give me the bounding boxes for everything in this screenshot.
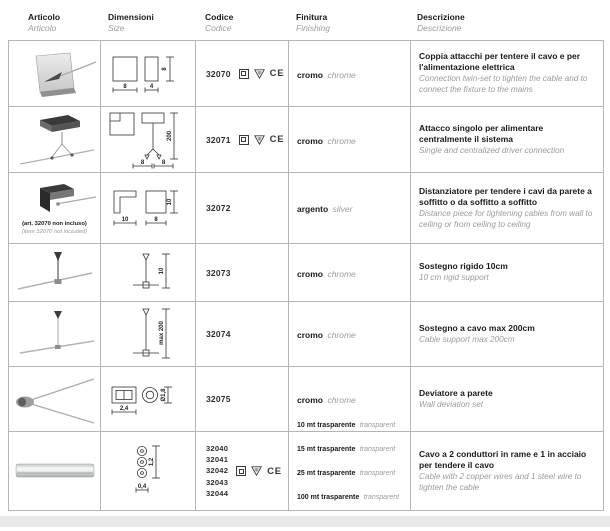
- products-table: [8, 40, 604, 511]
- description-english: Wall deviation set: [419, 399, 484, 409]
- codice-cell: [196, 367, 289, 432]
- description-italian: Deviatore a parete: [419, 387, 493, 398]
- product-code: 32070: [206, 68, 231, 79]
- articolo-cell: [9, 432, 101, 510]
- description-italian: Distanziatore per tendere i cavi da parete a soffitto o da soffitto a soffitto: [419, 185, 592, 207]
- description-english: Cable support max 200cm: [419, 334, 515, 344]
- product-code: 32043: [206, 477, 229, 487]
- finish-value: cromo chrome: [297, 69, 356, 80]
- header-descrizione-en: Descrizione: [417, 23, 462, 34]
- descrizione-cell: [411, 173, 603, 244]
- finitura-cell: [289, 173, 411, 244]
- finish-option: 100 mt trasparente transparent: [297, 494, 400, 501]
- dimension-drawing: [108, 183, 188, 233]
- header-finitura: [296, 12, 330, 34]
- product-photo-wall-deviator-icon: [12, 371, 98, 427]
- product-photo-distance-piece-icon: [12, 180, 98, 222]
- codice-cell: [196, 432, 289, 510]
- svg-text:200: 200: [167, 130, 173, 141]
- descrizione-cell: [411, 107, 603, 173]
- ce-mark-icon: CE: [269, 68, 285, 79]
- dimensions-cell: [101, 244, 196, 302]
- flammable-surface-icon: [254, 69, 265, 79]
- product-code: 32075: [206, 394, 231, 404]
- codice-cell: [196, 244, 289, 302]
- header-dimensioni-en: Size: [108, 23, 125, 34]
- codice-cell: [196, 302, 289, 367]
- product-code: 32072: [206, 203, 231, 213]
- product-code: 32073: [206, 267, 231, 278]
- product-photo-rigid-support-icon: [12, 247, 98, 299]
- product-codes-list: [206, 443, 228, 500]
- dimension-drawing: [118, 304, 178, 364]
- dimensions-cell: [101, 107, 196, 173]
- finitura-cell: [289, 244, 411, 302]
- photo-caption-it: (art. 32070 non incluso): [22, 221, 87, 228]
- description-italian: Attacco singolo per alimentare centralmente il sistema: [419, 122, 544, 144]
- articolo-cell: [9, 107, 101, 173]
- codice-cell: [196, 41, 289, 107]
- product-code: 32040: [206, 443, 229, 453]
- certification-icons: [236, 466, 282, 477]
- product-photo-ceiling-driver-icon: [12, 110, 98, 170]
- double-insulation-icon: [239, 69, 249, 79]
- svg-text:max 200: max 200: [159, 321, 165, 345]
- description-english: Single and centralized driver connection: [419, 145, 565, 155]
- finish-option: 25 mt trasparente transparent: [297, 470, 396, 477]
- dimension-drawing: [108, 377, 188, 421]
- product-photo-flat-cable-icon: [12, 455, 98, 487]
- svg-text:1,2: 1,2: [149, 457, 155, 467]
- finish-value: cromo chrome: [297, 395, 356, 405]
- svg-text:8: 8: [154, 217, 158, 223]
- dimension-drawing: [118, 440, 178, 502]
- dimensions-cell: [101, 41, 196, 107]
- descrizione-cell: [411, 244, 603, 302]
- descrizione-cell: [411, 432, 603, 510]
- svg-text:10: 10: [159, 267, 165, 274]
- codice-cell: [196, 107, 289, 173]
- double-insulation-icon: [236, 466, 246, 476]
- description-english: Distance piece for tightening cables from wall to ceiling or from ceiling to ceiling: [419, 208, 593, 229]
- dimensions-cell: [101, 432, 196, 510]
- svg-text:8: 8: [140, 159, 145, 166]
- articolo-cell: [9, 244, 101, 302]
- photo-caption: [22, 221, 87, 235]
- header-finitura-it: Finitura: [296, 12, 328, 22]
- description-english: Connection twin-set to tighten the cable and to connect the fixture to the mains: [419, 74, 588, 95]
- dimensions-cell: [101, 302, 196, 367]
- svg-text:8: 8: [161, 159, 166, 166]
- header-codice-en: Codice: [205, 23, 232, 34]
- product-code: 32042: [206, 466, 229, 476]
- svg-text:8: 8: [123, 83, 127, 90]
- dimension-drawing: [108, 49, 188, 99]
- header-descrizione-it: Descrizione: [417, 12, 465, 22]
- header-articolo: [28, 12, 60, 34]
- articolo-cell: [9, 41, 101, 107]
- description-english: Cable with 2 copper wires and 1 steel wire to tighten the cable: [419, 471, 582, 492]
- photo-caption-en: (item 32070 not included): [21, 228, 88, 235]
- product-code: 32041: [206, 454, 229, 464]
- header-articolo-it: Articolo: [28, 12, 61, 22]
- dimensions-cell: [101, 367, 196, 432]
- descrizione-cell: [411, 302, 603, 367]
- svg-text:2,4: 2,4: [119, 406, 129, 412]
- svg-text:10: 10: [121, 217, 129, 223]
- certification-icons: [239, 134, 285, 145]
- svg-text:10: 10: [167, 198, 173, 206]
- descrizione-cell: [411, 367, 603, 432]
- header-dimensioni-it: Dimensioni: [108, 12, 154, 22]
- finish-value: cromo chrome: [297, 135, 356, 146]
- description-italian: Sostegno rigido 10cm: [419, 261, 508, 272]
- articolo-cell: [9, 367, 101, 432]
- ce-mark-icon: CE: [269, 134, 285, 145]
- header-finitura-en: Finishing: [296, 23, 331, 34]
- finish-option: 15 mt trasparente transparent: [297, 446, 396, 453]
- svg-text:8: 8: [162, 66, 168, 71]
- product-code: 32074: [206, 329, 231, 339]
- svg-text:4: 4: [149, 83, 154, 90]
- header-dimensioni: [108, 12, 154, 34]
- header-descrizione: [417, 12, 465, 34]
- dimensions-cell: [101, 173, 196, 244]
- product-code: 32044: [206, 489, 229, 499]
- description-english: 10 cm rigid support: [419, 273, 489, 283]
- finitura-cell: [289, 107, 411, 173]
- finitura-cell: [289, 422, 411, 510]
- description-italian: Coppia attacchi per tentere il cavo e per l'alimentazione elettrica: [419, 51, 581, 73]
- codice-cell: [196, 173, 289, 244]
- finitura-cell: [289, 41, 411, 107]
- product-code: 32071: [206, 134, 231, 145]
- header-codice-it: Codice: [205, 12, 234, 22]
- description-italian: Cavo a 2 conduttori in rame e 1 in acciaio per tendere il cavo: [419, 448, 587, 470]
- articolo-cell: [9, 173, 101, 244]
- articolo-cell: [9, 302, 101, 367]
- svg-text:0,4: 0,4: [137, 484, 147, 490]
- svg-text:Ø1,8: Ø1,8: [161, 388, 167, 402]
- finish-options-list: [297, 411, 399, 531]
- double-insulation-icon: [239, 135, 249, 145]
- flammable-surface-icon: [254, 135, 265, 145]
- finish-value: argento silver: [297, 204, 353, 214]
- descrizione-cell: [411, 41, 603, 107]
- product-photo-wall-twin-set-icon: [12, 46, 98, 102]
- product-photo-cable-support-icon: [12, 305, 98, 363]
- ce-mark-icon: CE: [267, 465, 282, 477]
- footer-bar: [0, 516, 610, 527]
- flammable-surface-icon: [251, 466, 262, 476]
- dimension-drawing: [118, 248, 178, 298]
- description-italian: Sostegno a cavo max 200cm: [419, 322, 535, 333]
- dimension-drawing: [108, 109, 188, 171]
- certification-icons: [239, 68, 285, 79]
- finitura-cell: [289, 302, 411, 367]
- header-articolo-en: Articolo: [28, 23, 57, 34]
- header-codice: [205, 12, 233, 34]
- finish-option: 10 mt trasparente transparent: [297, 422, 396, 429]
- finish-value: cromo chrome: [297, 330, 356, 340]
- finish-value: cromo chrome: [297, 268, 356, 279]
